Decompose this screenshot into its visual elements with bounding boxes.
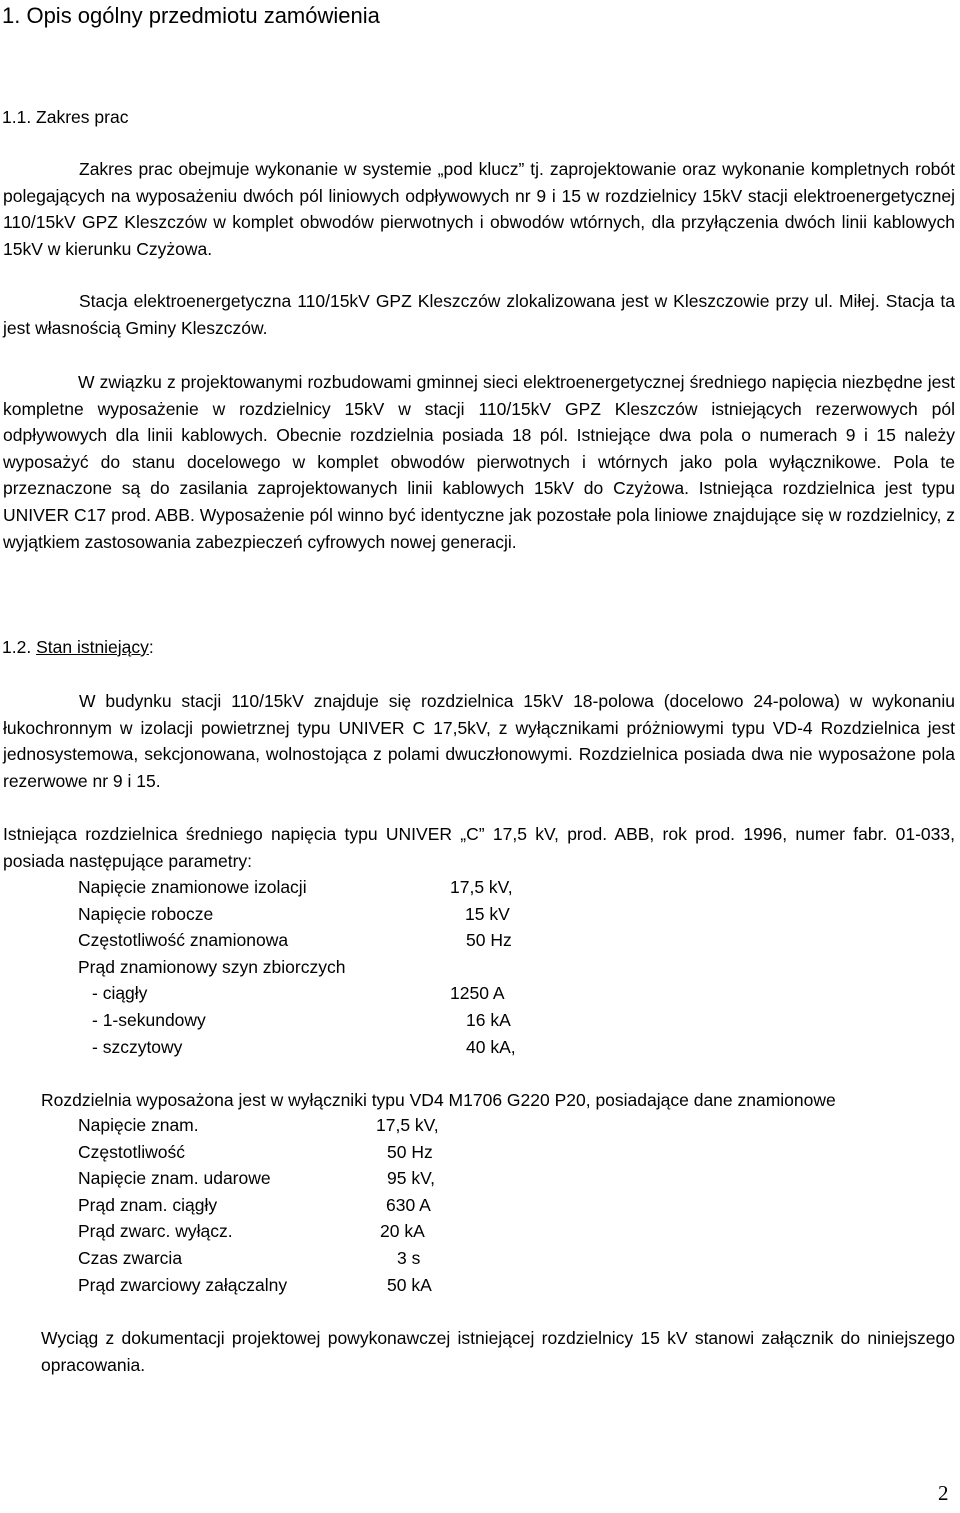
param-row [78,1165,578,1192]
param-value: 50 Hz [387,1141,433,1162]
section-heading-1-2 [2,634,154,661]
param-row [78,927,638,954]
param-row [78,1034,638,1061]
section-heading-1-1: 1.1. Zakres prac [2,107,129,127]
param-label: Prąd zwarc. wyłącz. [78,1221,233,1242]
param-value: 50 Hz [466,930,512,951]
param-label: Prąd zwarciowy załączalny [78,1274,288,1295]
param-label: - 1-sekundowy [92,1009,206,1030]
param-value: 1250 A [450,983,505,1004]
param-label: Czas zwarcia [78,1247,183,1268]
param-row [78,1218,578,1245]
page-number: 2 [938,1481,949,1505]
param-row [78,1007,638,1034]
param-value: 20 kA [380,1221,425,1242]
param-value: 50 kA [387,1274,432,1295]
paragraph-scope: Zakres prac obejmuje wykonanie w systemie „pod klucz” tj. zaprojektowanie oraz wykonanie kompletnych robót polegających na wyposażeniu dwóch pól liniowych odpływowych nr 9 i 15 w rozdzielnicy 15kV stacji elektroenergetycznej 110/15kV GPZ Kleszczów w komplet obwodów pierwotnych i obwodów wtórnych, dla przyłączenia dwóch linii kablowych 15kV w kierunku Czyżowa. [3,159,955,259]
param-value: 15 kV [465,903,510,924]
param-value: 40 kA, [466,1036,516,1057]
param-value: 3 s [397,1247,421,1268]
params-breaker-list [78,1112,578,1298]
param-label: Napięcie znam. [78,1115,199,1135]
param-value: 17,5 kV, [376,1115,439,1135]
section-heading-1: 1. Opis ogólny przedmiotu zamówienia [2,3,380,28]
param-row [78,1112,578,1139]
heading-number: 1.2. [2,637,32,657]
param-value: 630 A [386,1194,431,1215]
param-row [78,874,638,901]
paragraph-breakers: Rozdzielnia wyposażona jest w wyłączniki typu VD4 M1706 G220 P20, posiadające dane znamionowe [41,1090,836,1110]
param-row [78,980,638,1007]
paragraph-switchgear: Istniejąca rozdzielnica średniego napięcia typu UNIVER „C” 17,5 kV, prod. ABB, rok prod. 1996, numer fabr. 01-033, posiada następujące parametry: [3,824,955,871]
param-value: 95 kV, [387,1168,436,1189]
param-label: - ciągły [92,983,148,1004]
param-label: Prąd znamionowy szyn zbiorczych [78,956,346,977]
param-row [78,1139,578,1166]
paragraph-existing-state: W budynku stacji 110/15kV znajduje się rozdzielnica 15kV 18-polowa (docelowo 24-polowa) w wykonaniu łukochronnym w izolacji powietrznej typu UNIVER C 17,5kV, z wyłącznikami próżniowymi typu VD-4 Rozdzielnica jest jednosystemowa, sekcjonowana, wolnostojąca z polami dwuczłonowymi. Rozdzielnica posiada dwa nie wyposażone pola rezerwowe nr 9 i 15. [3,691,955,791]
param-row [78,901,638,928]
param-row [78,954,638,981]
heading-suffix: : [148,637,154,657]
param-row [78,1192,578,1219]
param-row [78,1272,578,1299]
param-label: Napięcie znamionowe izolacji [78,877,307,897]
param-label: Napięcie robocze [78,903,214,924]
param-label: Częstotliwość [78,1141,185,1162]
heading-title: Stan istniejący [36,637,149,657]
param-row [78,1245,578,1272]
paragraph-location: Stacja elektroenergetyczna 110/15kV GPZ Kleszczów zlokalizowana jest w Kleszczowie przy ul. Miłej. Stacja ta jest własnością Gminy Kleszczów. [3,291,955,338]
paragraph-appendix: Wyciąg z dokumentacji projektowej powykonawczej istniejącej rozdzielnicy 15 kV stanowi załącznik do niniejszego opracowania. [41,1328,955,1375]
param-value: 16 kA [466,1009,511,1030]
paragraph-need: W związku z projektowanymi rozbudowami gminnej sieci elektroenergetycznej średniego napięcia niezbędne jest kompletne wyposażenie w rozdzielnicy 15kV w stacji 110/15kV GPZ Kleszczów istniejących rezerwowych pól odpływowych dla linii kablowych. Obecnie rozdzielnia posiada 18 pól. Istniejące dwa pola o numerach 9 i 15 należy wyposażyć do stanu docelowego w komplet obwodów pierwotnych i wtórnych jako pola wyłącznikowe. Pola te przeznaczone są do zasilania zaprojektowanych linii kablowych 15kV do Czyżowa. Istniejąca rozdzielnica jest typu UNIVER C17 prod. ABB. Wyposażenie pól winno być identyczne jak pozostałe pola liniowe znajdujące się w rozdzielnicy, z wyjątkiem zastosowania zabezpieczeń cyfrowych nowej generacji. [3,372,955,552]
param-value: 17,5 kV, [450,877,513,897]
param-label: Częstotliwość znamionowa [78,930,289,951]
param-label: - szczytowy [92,1036,183,1057]
param-label: Napięcie znam. udarowe [78,1168,271,1189]
params-switchgear-list [78,874,638,1060]
param-label: Prąd znam. ciągły [78,1194,218,1215]
